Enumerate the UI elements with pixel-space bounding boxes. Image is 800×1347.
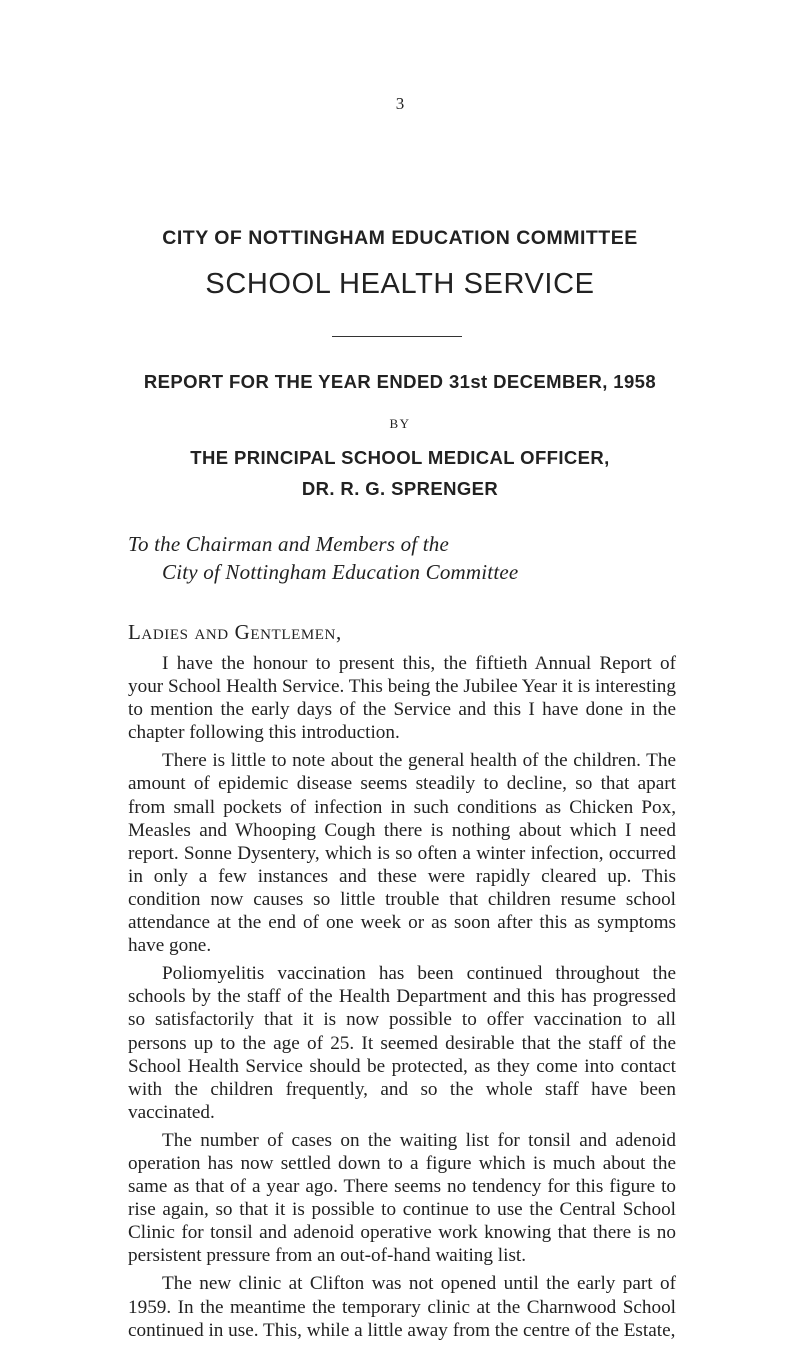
addressee-line-2: City of Nottingham Education Committee bbox=[162, 560, 519, 584]
paragraph: I have the honour to present this, the fiftieth Annual Report of your School Health Service. This being the Jubilee Year it is interesting to mention the early days of the Service and this I have done in the chapter following this introduction. bbox=[128, 653, 676, 744]
service-title: SCHOOL HEALTH SERVICE bbox=[205, 268, 595, 300]
addressee-line-1: To the Chairman and Members of the bbox=[128, 532, 450, 556]
divider-rule bbox=[332, 336, 462, 337]
paragraph: There is little to note about the general health of the children. The amount of epidemic disease seems steadily to decline, so that apart from small pockets of infection in such conditions as Chicken Pox, Measles and Whooping Cough there is nothing about which I need report. Sonne Dysentery, which is so often a winter infection, occurred in only a few instances and these were rapidly cleared up. This condition now causes so little trouble that children resume school attendance at the end of one week or as soon after this as symptoms have gone. bbox=[128, 750, 676, 957]
paragraph: The number of cases on the waiting list for tonsil and adenoid operation has now settled down to a figure which is much about the same as that of a year ago. There seems no tendency for this figure to rise again, so that it is possible to continue to use the Central School Clinic for tonsil and adenoid operative work knowing that there is no persistent pressure from an out-of-hand waiting list. bbox=[128, 1129, 676, 1267]
officer-name: DR. R. G. SPRENGER bbox=[301, 478, 499, 499]
report-title: REPORT FOR THE YEAR ENDED 31st DECEMBER, 1958 bbox=[143, 371, 657, 392]
committee-heading: CITY OF NOTTINGHAM EDUCATION COMMITTEE bbox=[162, 227, 638, 249]
report-body bbox=[128, 652, 676, 1347]
page-number: 3 bbox=[395, 94, 405, 113]
officer-title: THE PRINCIPAL SCHOOL MEDICAL OFFICER, bbox=[190, 447, 610, 468]
by-label: BY bbox=[389, 416, 411, 431]
paragraph: The new clinic at Clifton was not opened until the early part of 1959. In the meantime the temporary clinic at the Charnwood School continued in use. This, while a little away from the centre of the Estate, bbox=[128, 1273, 676, 1341]
salutation: Ladies and Gentlemen, bbox=[128, 620, 342, 644]
paragraph: Poliomyelitis vaccination has been continued throughout the schools by the staff of the Health Department and this has progressed so satisfactorily that it is now possible to offer vaccination to all persons up to the age of 25. It seemed desirable that the staff of the School Health Service should be protected, as they come into contact with the children frequently, and so the whole staff have been vaccinated. bbox=[128, 963, 676, 1123]
